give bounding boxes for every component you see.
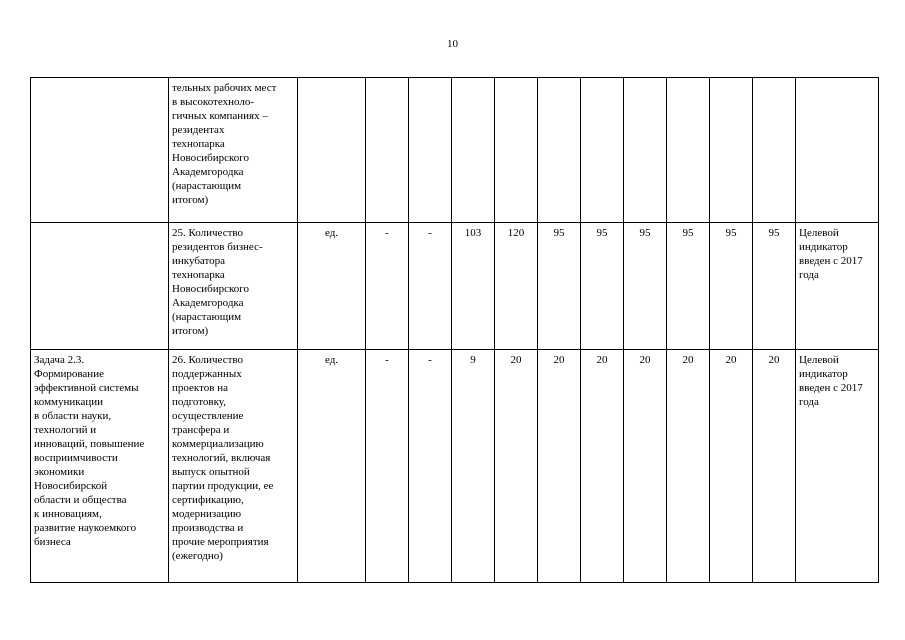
value-cell: 20 [538, 350, 581, 583]
value-cell: 9 [452, 350, 495, 583]
value-cell [581, 78, 624, 223]
table-row [31, 78, 879, 223]
indicator-cell: тельных рабочих мест в высокотехноло- гичных компаниях – резидентах технопарка Новосибирского Академгородка (нарастающим итогом) [169, 78, 298, 223]
value-cell: 103 [452, 223, 495, 350]
value-cell: 20 [581, 350, 624, 583]
task-cell [31, 223, 169, 350]
note-cell [796, 78, 879, 223]
value-cell [495, 78, 538, 223]
value-cell: 20 [710, 350, 753, 583]
value-cell: - [409, 223, 452, 350]
value-cell: 20 [753, 350, 796, 583]
task-cell: Задача 2.3. Формирование эффективной системы коммуникации в области науки, технологий и инноваций, повышение восприимчивости экономики Новосибирской области и общества к инновациям, развитие наукоемкого бизнеса [31, 350, 169, 583]
page-number: 10 [447, 38, 458, 50]
value-cell: 95 [581, 223, 624, 350]
value-cell: - [366, 350, 409, 583]
value-cell: - [366, 223, 409, 350]
value-cell: 95 [538, 223, 581, 350]
value-cell [753, 78, 796, 223]
indicator-cell: 26. Количество поддержанных проектов на подготовку, осуществление трансфера и коммерциализацию технологий, включая выпуск опытной партии продукции, ее сертификацию, модернизацию производства и прочие мероприятия (ежегодно) [169, 350, 298, 583]
note-cell: Целевой индикатор введен с 2017 года [796, 223, 879, 350]
value-cell: 20 [495, 350, 538, 583]
value-cell [409, 78, 452, 223]
value-cell: 95 [710, 223, 753, 350]
value-cell [624, 78, 667, 223]
value-cell: 20 [624, 350, 667, 583]
table-row [31, 350, 879, 583]
value-cell: 95 [753, 223, 796, 350]
unit-cell [298, 78, 366, 223]
value-cell: - [409, 350, 452, 583]
note-cell: Целевой индикатор введен с 2017 года [796, 350, 879, 583]
value-cell: 20 [667, 350, 710, 583]
value-cell [452, 78, 495, 223]
value-cell [366, 78, 409, 223]
value-cell: 95 [667, 223, 710, 350]
indicators-table [30, 77, 879, 583]
value-cell [538, 78, 581, 223]
unit-cell: ед. [298, 350, 366, 583]
indicator-cell: 25. Количество резидентов бизнес- инкубатора технопарка Новосибирского Академгородка (нарастающим итогом) [169, 223, 298, 350]
task-cell [31, 78, 169, 223]
value-cell [667, 78, 710, 223]
unit-cell: ед. [298, 223, 366, 350]
table-row [31, 223, 879, 350]
value-cell [710, 78, 753, 223]
value-cell: 95 [624, 223, 667, 350]
value-cell: 120 [495, 223, 538, 350]
